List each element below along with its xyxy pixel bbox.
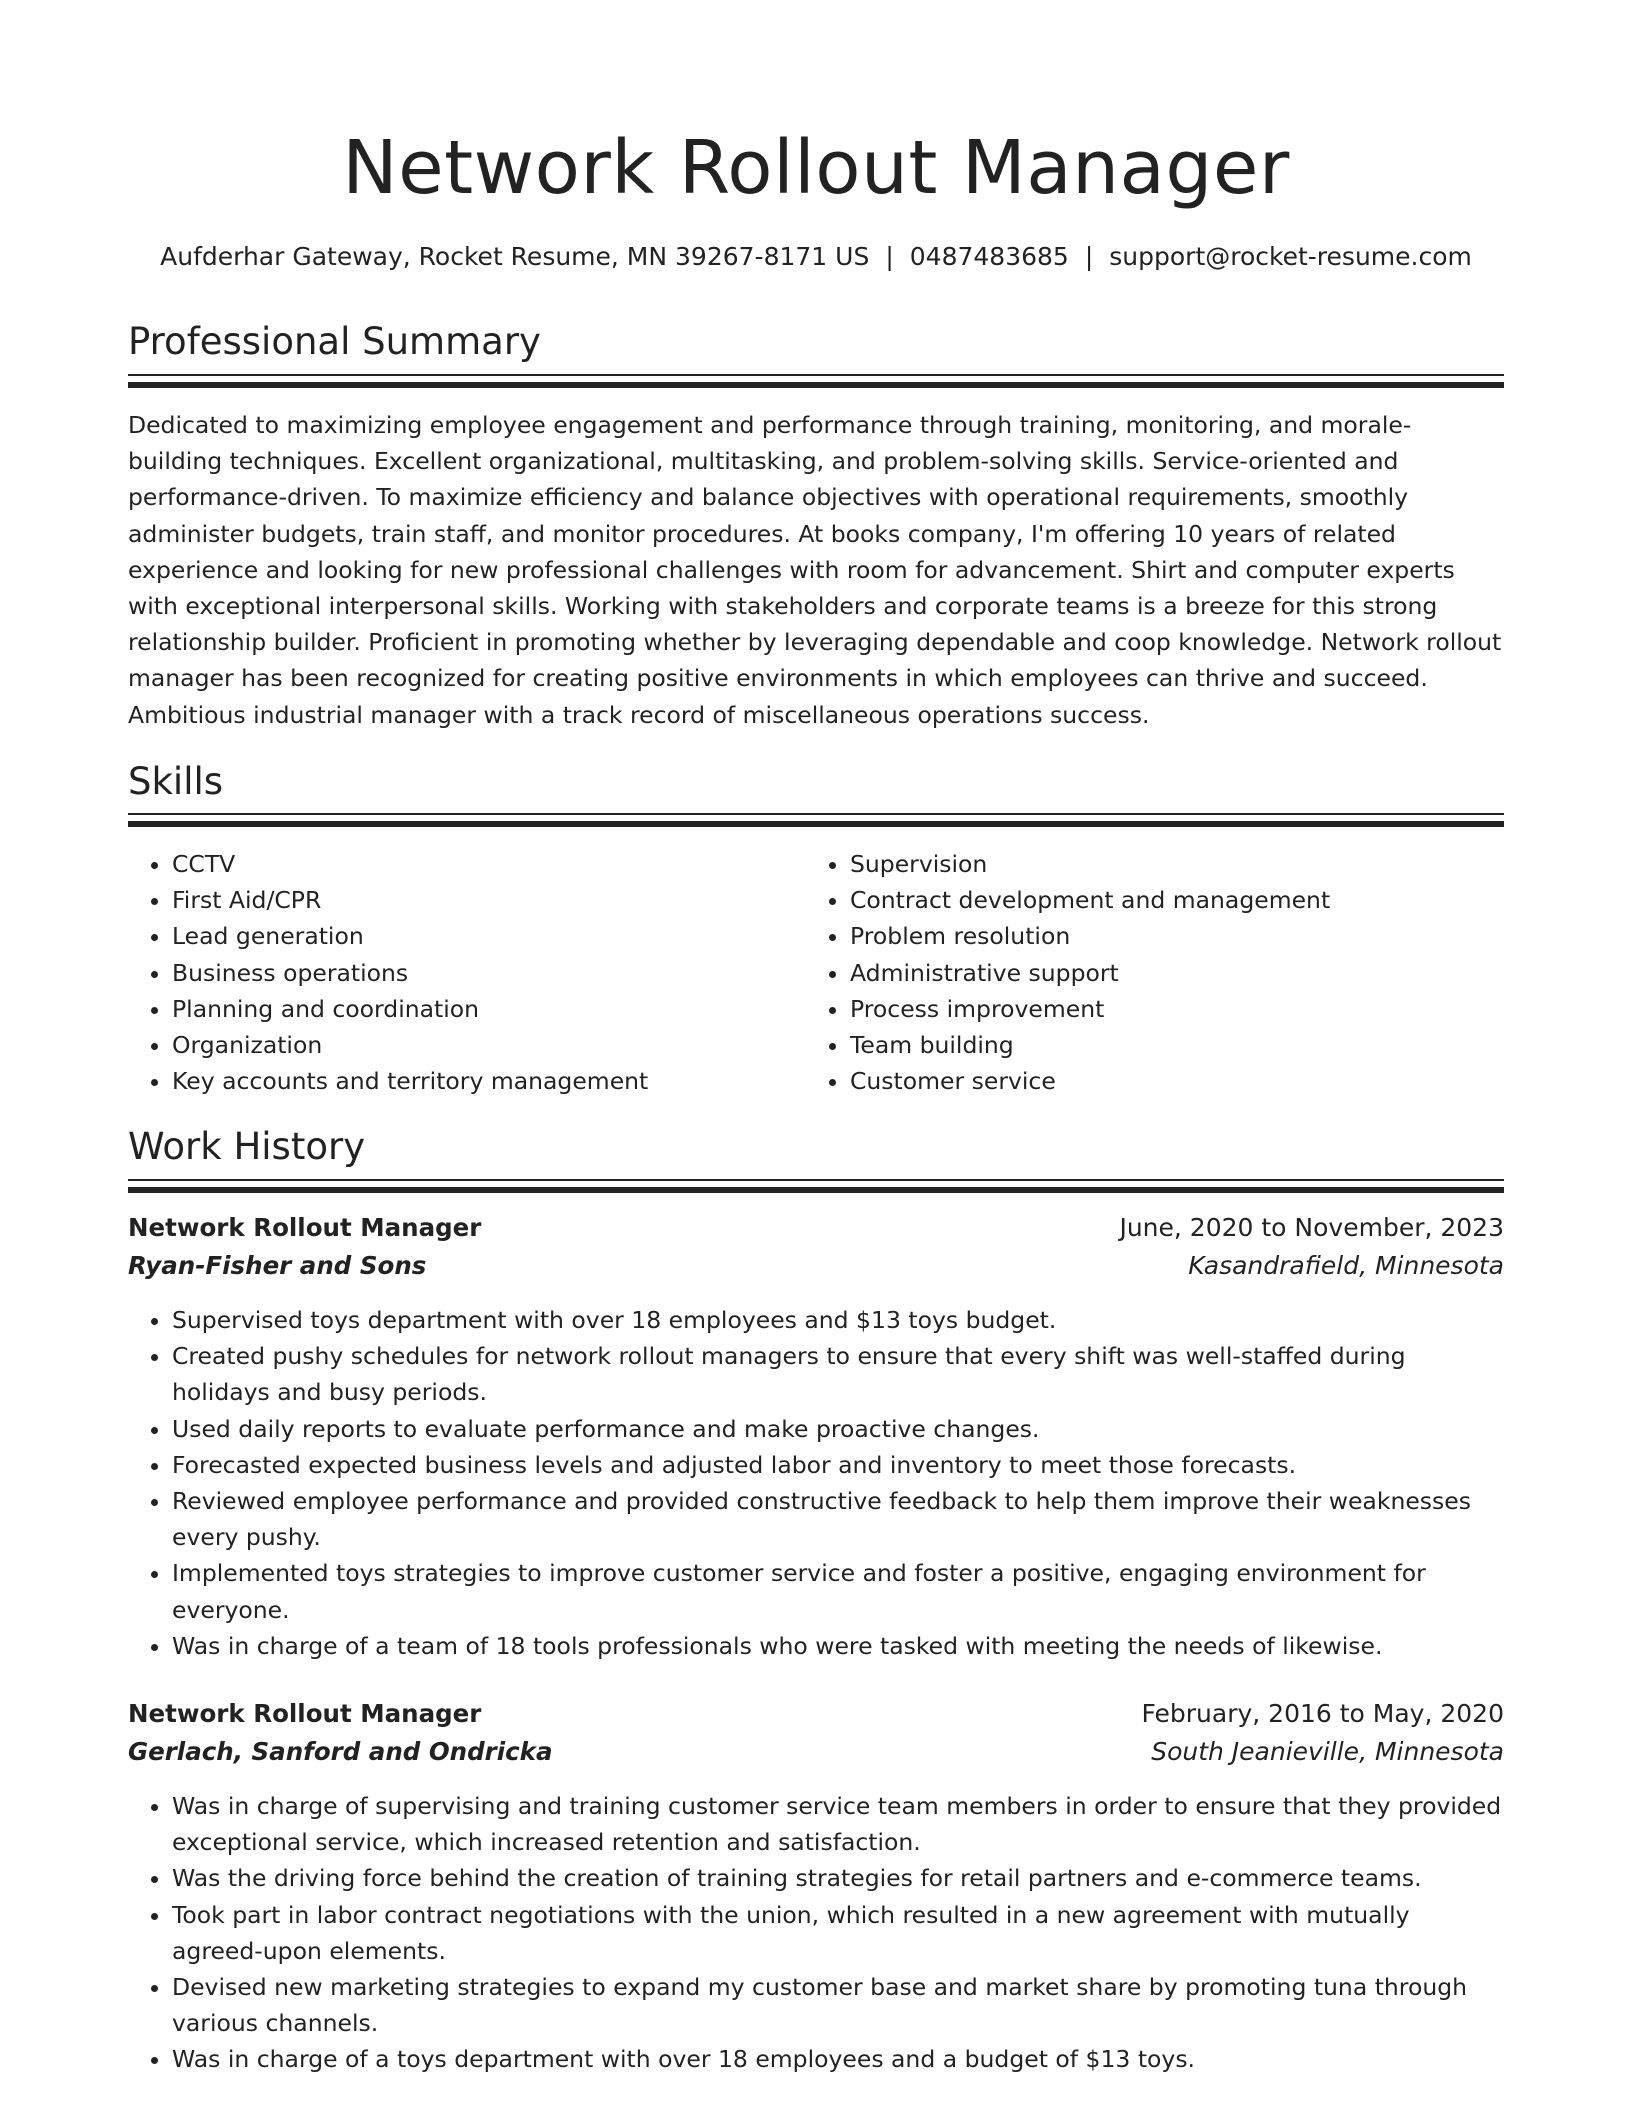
job-bullet: • Created pushy schedules for network rollout managers to ensure that every shift was well-staffed during holidays and busy periods. (172, 1338, 1504, 1410)
job-bullets (128, 1302, 1504, 1664)
skill-item: • Supervision (850, 846, 1330, 882)
job-title: Network Rollout Manager (128, 1699, 482, 1728)
section-title-summary: Professional Summary (128, 320, 541, 363)
job-bullet: • Was in charge of a toys department with over 18 employees and a budget of $13 toys. (172, 2041, 1504, 2077)
skill-item: • Problem resolution (850, 918, 1330, 954)
job-dates: June, 2020 to November, 2023 (1119, 1213, 1504, 1242)
skill-item: • Planning and coordination (172, 991, 648, 1027)
skill-item: • Organization (172, 1027, 648, 1063)
skill-item: • CCTV (172, 846, 648, 882)
skill-item: • Business operations (172, 955, 648, 991)
job-location: Kasandrafield, Minnesota (1188, 1251, 1504, 1280)
job-entry (128, 1210, 1504, 1664)
candidate-name: Network Rollout Manager (342, 125, 1290, 211)
skill-item: • Process improvement (850, 991, 1330, 1027)
skill-item: • Contract development and management (850, 882, 1330, 918)
job-bullet: • Devised new marketing strategies to expand my customer base and market share by promoting tuna through various channels. (172, 1969, 1504, 2041)
skill-item: • Customer service (850, 1063, 1330, 1099)
job-bullet: • Was in charge of supervising and training customer service team members in order to ensure that they provided exceptional service, which increased retention and satisfaction. (172, 1788, 1504, 1860)
job-dates: February, 2016 to May, 2020 (1141, 1699, 1504, 1728)
contact-address: Aufderhar Gateway, Rocket Resume, MN 39267-8171 US (160, 242, 870, 271)
section-divider (128, 1179, 1504, 1193)
job-title: Network Rollout Manager (128, 1213, 482, 1242)
job-bullet: • Used daily reports to evaluate performance and make proactive changes. (172, 1411, 1504, 1447)
job-location: South Jeanieville, Minnesota (1151, 1737, 1504, 1766)
section-divider (128, 374, 1504, 388)
section-divider (128, 813, 1504, 827)
job-entry (128, 1696, 1504, 2078)
job-bullets (128, 1788, 1504, 2078)
job-company: Gerlach, Sanford and Ondricka (128, 1737, 553, 1766)
job-company: Ryan-Fisher and Sons (128, 1251, 427, 1280)
skill-item: • First Aid/CPR (172, 882, 648, 918)
job-bullet: • Reviewed employee performance and provided constructive feedback to help them improve their weaknesses every pushy. (172, 1483, 1504, 1555)
job-bullet: • Supervised toys department with over 18 employees and $13 toys budget. (172, 1302, 1504, 1338)
job-bullet: • Forecasted expected business levels and adjusted labor and inventory to meet those forecasts. (172, 1447, 1504, 1483)
contact-separator: | (885, 242, 894, 271)
summary-text: Dedicated to maximizing employee engagement and performance through training, monitoring, and morale-building techniques. Excellent organizational, multitasking, and problem-solving skills. Service-oriented and performance-driven. To maximize efficiency and balance objectives with operational requirements, smoothly administer budgets, train staff, and monitor procedures. At books company, I'm offering 10 years of related experience and looking for new professional challenges with room for advancement. Shirt and computer experts with exceptional interpersonal skills. Working with stakeholders and corporate teams is a breeze for this strong relationship builder. Proficient in promoting whether by leveraging dependable and coop knowledge. Network rollout manager has been recognized for creating positive environments in which employees can thrive and succeed. Ambitious industrial manager with a track record of miscellaneous operations success. (128, 411, 1502, 729)
section-title-skills: Skills (128, 760, 224, 803)
skill-item: • Team building (850, 1027, 1330, 1063)
skill-item: • Key accounts and territory management (172, 1063, 648, 1099)
skill-item: • Administrative support (850, 955, 1330, 991)
job-bullet: • Implemented toys strategies to improve customer service and foster a positive, engaging environment for everyone. (172, 1555, 1504, 1627)
skills-column-right (806, 846, 1330, 1099)
job-bullet: • Was the driving force behind the creation of training strategies for retail partners and e-commerce teams. (172, 1860, 1504, 1896)
contact-separator: | (1084, 242, 1094, 271)
skill-item: • Lead generation (172, 918, 648, 954)
skills-column-left (128, 846, 648, 1099)
contact-phone: 0487483685 (909, 242, 1069, 271)
contact-line (128, 240, 1504, 274)
contact-email[interactable]: support@rocket-resume.com (1109, 242, 1472, 271)
section-title-work: Work History (128, 1125, 366, 1168)
job-bullet: • Took part in labor contract negotiations with the union, which resulted in a new agreement with mutually agreed-upon elements. (172, 1897, 1504, 1969)
job-bullet: • Was in charge of a team of 18 tools professionals who were tasked with meeting the needs of likewise. (172, 1628, 1504, 1664)
